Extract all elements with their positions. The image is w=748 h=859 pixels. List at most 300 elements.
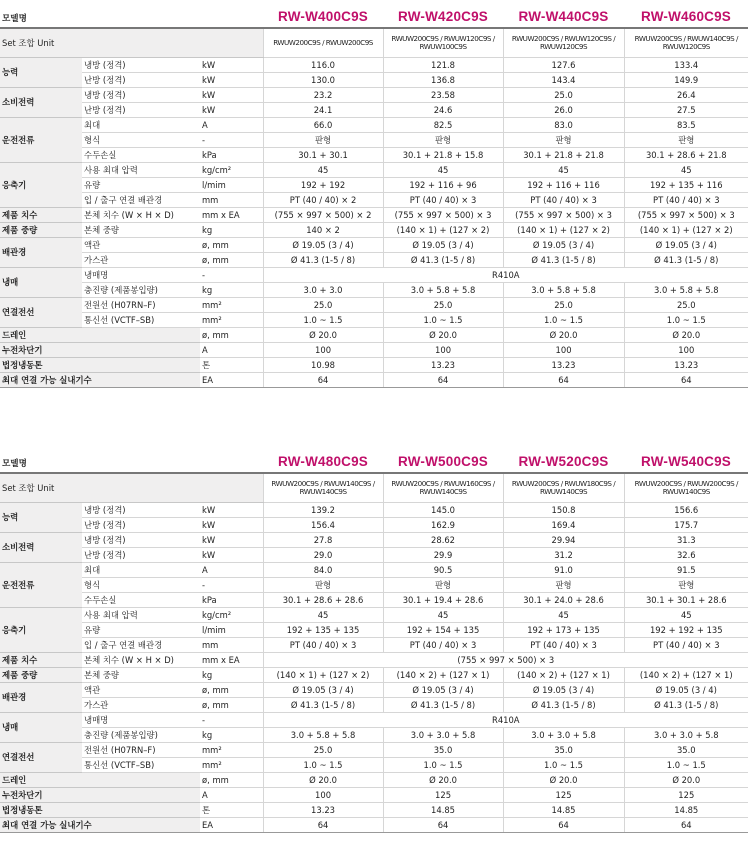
unit-label: kW — [200, 533, 263, 548]
spec-value: 3.0 + 3.0 — [263, 283, 383, 298]
category-label: 최대 연결 가능 실내기수 — [0, 373, 200, 388]
spec-row — [0, 283, 748, 298]
item-label: 본체 중량 — [82, 668, 200, 683]
spec-value: 130.0 — [263, 73, 383, 88]
spec-value: 31.3 — [624, 533, 748, 548]
item-label: 난방 (정격) — [82, 518, 200, 533]
spec-value: 25.0 — [503, 298, 624, 313]
spec-value: 64 — [263, 818, 383, 833]
spec-value: (140 × 2) + (127 × 1) — [624, 668, 748, 683]
spec-value: Ø 20.0 — [263, 328, 383, 343]
category-label: 드레인 — [0, 328, 200, 343]
unit-label: kg — [200, 668, 263, 683]
spec-value: PT (40 / 40) × 3 — [624, 638, 748, 653]
spec-row — [0, 803, 748, 818]
unit-label: kg — [200, 223, 263, 238]
spec-value: Ø 20.0 — [624, 773, 748, 788]
unit-label: mm² — [200, 313, 263, 328]
model-name: RW-W520C9S — [503, 445, 624, 473]
spec-value: 판형 — [503, 578, 624, 593]
spec-row — [0, 638, 748, 653]
spec-row — [0, 593, 748, 608]
spec-row — [0, 533, 748, 548]
spec-value: 25.0 — [263, 298, 383, 313]
category-label: 소비전력 — [0, 88, 82, 118]
spec-value: 35.0 — [624, 743, 748, 758]
category-label: 배관경 — [0, 683, 82, 713]
model-name: RW-W440C9S — [503, 0, 624, 28]
set-unit-label: Set 조합 Unit — [0, 473, 263, 503]
spec-value: Ø 20.0 — [624, 328, 748, 343]
category-label: 운전전류 — [0, 118, 82, 163]
spec-value: 13.23 — [624, 358, 748, 373]
spec-value: Ø 19.05 (3 / 4) — [624, 238, 748, 253]
spec-value: 1.0 ~ 1.5 — [383, 313, 503, 328]
spec-value: (755 × 997 × 500) × 3 — [624, 208, 748, 223]
spec-value: 14.85 — [383, 803, 503, 818]
spec-value: (140 × 2) + (127 × 1) — [503, 668, 624, 683]
category-label: 누전차단기 — [0, 788, 200, 803]
unit-label: kW — [200, 518, 263, 533]
item-label: 사용 최대 압력 — [82, 608, 200, 623]
header-row — [0, 0, 748, 28]
category-label: 배관경 — [0, 238, 82, 268]
category-label: 법정냉동톤 — [0, 358, 200, 373]
set-unit-row — [0, 28, 748, 58]
spec-value: 30.1 + 30.1 — [263, 148, 383, 163]
spec-row — [0, 58, 748, 73]
spec-value: 29.0 — [263, 548, 383, 563]
unit-label: ø, mm — [200, 773, 263, 788]
unit-label: EA — [200, 818, 263, 833]
category-label: 제품 중량 — [0, 223, 82, 238]
spec-value: Ø 19.05 (3 / 4) — [503, 683, 624, 698]
unit-label: 톤 — [200, 803, 263, 818]
spec-row — [0, 268, 748, 283]
spec-value: 25.0 — [383, 298, 503, 313]
model-name: RW-W420C9S — [383, 0, 503, 28]
spec-value: 45 — [263, 608, 383, 623]
item-label: 수두손실 — [82, 593, 200, 608]
model-header-label: 모델명 — [0, 445, 263, 473]
spec-value: Ø 20.0 — [263, 773, 383, 788]
category-label: 소비전력 — [0, 533, 82, 563]
spec-value: 30.1 + 24.0 + 28.6 — [503, 593, 624, 608]
spec-row — [0, 298, 748, 313]
item-label: 통신선 (VCTF–SB) — [82, 758, 200, 773]
spec-value: 13.23 — [383, 358, 503, 373]
spec-row — [0, 698, 748, 713]
spec-value: 64 — [263, 373, 383, 388]
set-unit-value: RWUW200C9S / RWUW120C9S / RWUW120C9S — [503, 28, 624, 58]
spec-row — [0, 223, 748, 238]
spec-value: 100 — [263, 343, 383, 358]
spec-value: 29.9 — [383, 548, 503, 563]
item-label: 충진량 (제품봉입량) — [82, 728, 200, 743]
spec-value: Ø 19.05 (3 / 4) — [263, 238, 383, 253]
spec-value: Ø 41.3 (1-5 / 8) — [503, 253, 624, 268]
unit-label: kW — [200, 88, 263, 103]
unit-label: ø, mm — [200, 698, 263, 713]
spec-value: 26.0 — [503, 103, 624, 118]
spec-row — [0, 563, 748, 578]
spec-value: (755 × 997 × 500) × 3 — [503, 208, 624, 223]
set-unit-value: RWUW200C9S / RWUW180C9S / RWUW140C9S — [503, 473, 624, 503]
spec-value: PT (40 / 40) × 3 — [624, 193, 748, 208]
spec-row — [0, 788, 748, 803]
spec-value: Ø 20.0 — [383, 773, 503, 788]
spec-row — [0, 118, 748, 133]
item-label: 냉방 (정격) — [82, 503, 200, 518]
spec-value: 29.94 — [503, 533, 624, 548]
spec-row — [0, 343, 748, 358]
category-label: 누전차단기 — [0, 343, 200, 358]
spec-value: 판형 — [383, 578, 503, 593]
item-label: 냉방 (정격) — [82, 58, 200, 73]
spec-value: 100 — [263, 788, 383, 803]
model-name: RW-W540C9S — [624, 445, 748, 473]
spec-value: 169.4 — [503, 518, 624, 533]
spec-value: 84.0 — [263, 563, 383, 578]
spec-row — [0, 758, 748, 773]
unit-label: A — [200, 563, 263, 578]
spec-value: PT (40 / 40) × 3 — [383, 638, 503, 653]
spec-value: 23.2 — [263, 88, 383, 103]
spec-value: Ø 41.3 (1-5 / 8) — [624, 698, 748, 713]
model-name: RW-W480C9S — [263, 445, 383, 473]
unit-label: ø, mm — [200, 253, 263, 268]
item-label: 냉방 (정격) — [82, 533, 200, 548]
spec-value: 판형 — [624, 133, 748, 148]
spec-value: 82.5 — [383, 118, 503, 133]
item-label: 본체 중량 — [82, 223, 200, 238]
unit-label: ø, mm — [200, 238, 263, 253]
unit-label: mm² — [200, 298, 263, 313]
category-label: 연결전선 — [0, 743, 82, 773]
spec-value: 140 × 2 — [263, 223, 383, 238]
unit-label: kg — [200, 283, 263, 298]
spec-value: 192 + 154 + 135 — [383, 623, 503, 638]
spec-value: 139.2 — [263, 503, 383, 518]
spec-row — [0, 683, 748, 698]
spec-value: (140 × 1) + (127 × 2) — [383, 223, 503, 238]
spec-row — [0, 608, 748, 623]
spec-row — [0, 773, 748, 788]
category-label: 법정냉동톤 — [0, 803, 200, 818]
spec-value: 1.0 ~ 1.5 — [503, 313, 624, 328]
spec-value: 45 — [624, 163, 748, 178]
unit-label: - — [200, 578, 263, 593]
unit-label: kPa — [200, 148, 263, 163]
spec-value: Ø 19.05 (3 / 4) — [503, 238, 624, 253]
spec-value: 192 + 135 + 135 — [263, 623, 383, 638]
spec-value: 91.5 — [624, 563, 748, 578]
item-label: 난방 (정격) — [82, 73, 200, 88]
unit-label: - — [200, 268, 263, 283]
spec-value: 3.0 + 5.8 + 5.8 — [503, 283, 624, 298]
unit-label: l/mim — [200, 623, 263, 638]
unit-label: mm² — [200, 743, 263, 758]
spec-row — [0, 253, 748, 268]
unit-label: ø, mm — [200, 683, 263, 698]
item-label: 난방 (정격) — [82, 103, 200, 118]
item-label: 통신선 (VCTF–SB) — [82, 313, 200, 328]
spec-value: 판형 — [624, 578, 748, 593]
spec-row — [0, 503, 748, 518]
spec-table-1 — [0, 0, 748, 388]
spec-row — [0, 238, 748, 253]
spec-value: 3.0 + 3.0 + 5.8 — [383, 728, 503, 743]
spec-value: 45 — [263, 163, 383, 178]
spec-value: 판형 — [383, 133, 503, 148]
spec-row — [0, 518, 748, 533]
header-row — [0, 445, 748, 473]
spec-table-2 — [0, 445, 748, 833]
spec-value: 3.0 + 5.8 + 5.8 — [383, 283, 503, 298]
spec-value: 136.8 — [383, 73, 503, 88]
spec-value: 3.0 + 5.8 + 5.8 — [624, 283, 748, 298]
spec-value: 27.5 — [624, 103, 748, 118]
set-unit-value: RWUW200C9S / RWUW160C9S / RWUW140C9S — [383, 473, 503, 503]
unit-label: kW — [200, 103, 263, 118]
spec-value: 64 — [503, 818, 624, 833]
spec-value: 31.2 — [503, 548, 624, 563]
category-label: 제품 치수 — [0, 208, 82, 223]
spec-value: 156.6 — [624, 503, 748, 518]
set-unit-value: RWUW200C9S / RWUW200C9S / RWUW140C9S — [624, 473, 748, 503]
model-header-label: 모델명 — [0, 0, 263, 28]
set-unit-value: RWUW200C9S / RWUW140C9S / RWUW120C9S — [624, 28, 748, 58]
spec-value: 13.23 — [263, 803, 383, 818]
spec-value: 64 — [624, 818, 748, 833]
item-label: 액관 — [82, 683, 200, 698]
spec-value: 162.9 — [383, 518, 503, 533]
spec-value: PT (40 / 40) × 3 — [503, 193, 624, 208]
category-label: 연결전선 — [0, 298, 82, 328]
item-label: 사용 최대 압력 — [82, 163, 200, 178]
set-unit-value: RWUW200C9S / RWUW120C9S / RWUW100C9S — [383, 28, 503, 58]
spec-value: Ø 20.0 — [383, 328, 503, 343]
spec-value: 125 — [503, 788, 624, 803]
spec-value: 91.0 — [503, 563, 624, 578]
spec-value: 28.62 — [383, 533, 503, 548]
item-label: 냉매명 — [82, 268, 200, 283]
spec-value: 23.58 — [383, 88, 503, 103]
spec-value: 192 + 173 + 135 — [503, 623, 624, 638]
spec-row — [0, 373, 748, 388]
spec-value: 192 + 116 + 96 — [383, 178, 503, 193]
unit-label: A — [200, 343, 263, 358]
spec-value: 27.8 — [263, 533, 383, 548]
spec-value: 30.1 + 21.8 + 21.8 — [503, 148, 624, 163]
unit-label: EA — [200, 373, 263, 388]
spec-value: 64 — [383, 818, 503, 833]
spec-row — [0, 623, 748, 638]
spec-value: Ø 20.0 — [503, 773, 624, 788]
spec-value: 45 — [503, 608, 624, 623]
spec-value: Ø 19.05 (3 / 4) — [383, 683, 503, 698]
set-unit-value: RWUW200C9S / RWUW200C9S — [263, 28, 383, 58]
item-label: 최대 — [82, 563, 200, 578]
spec-value: 판형 — [263, 133, 383, 148]
unit-label: kW — [200, 503, 263, 518]
spec-value: 25.0 — [503, 88, 624, 103]
unit-label: - — [200, 713, 263, 728]
spec-row — [0, 103, 748, 118]
spec-value: 125 — [383, 788, 503, 803]
spec-value: 1.0 ~ 1.5 — [503, 758, 624, 773]
spec-value: Ø 41.3 (1-5 / 8) — [383, 698, 503, 713]
spec-row — [0, 668, 748, 683]
category-label: 응축기 — [0, 608, 82, 653]
item-label: 최대 — [82, 118, 200, 133]
spec-value: PT (40 / 40) × 2 — [263, 193, 383, 208]
category-label: 드레인 — [0, 773, 200, 788]
unit-label: kg — [200, 728, 263, 743]
spec-value: 30.1 + 28.6 + 28.6 — [263, 593, 383, 608]
unit-label: A — [200, 788, 263, 803]
spec-value: (755 × 997 × 500) × 3 — [383, 208, 503, 223]
spec-value: 3.0 + 3.0 + 5.8 — [503, 728, 624, 743]
spec-value: 32.6 — [624, 548, 748, 563]
spec-value: Ø 41.3 (1-5 / 8) — [263, 253, 383, 268]
spec-value: (140 × 2) + (127 × 1) — [383, 668, 503, 683]
item-label: 형식 — [82, 133, 200, 148]
spec-value: 1.0 ~ 1.5 — [383, 758, 503, 773]
spec-value: 90.5 — [383, 563, 503, 578]
spec-value: (140 × 1) + (127 × 2) — [624, 223, 748, 238]
spec-value: (140 × 1) + (127 × 2) — [263, 668, 383, 683]
item-label: 냉매명 — [82, 713, 200, 728]
category-label: 응축기 — [0, 163, 82, 208]
spec-value: 192 + 135 + 116 — [624, 178, 748, 193]
item-label: 충진량 (제품봉입량) — [82, 283, 200, 298]
spec-row — [0, 358, 748, 373]
spec-value-merged: (755 × 997 × 500) × 3 — [263, 653, 748, 668]
item-label: 가스관 — [82, 698, 200, 713]
spec-row — [0, 133, 748, 148]
spec-value: 66.0 — [263, 118, 383, 133]
spec-row — [0, 548, 748, 563]
spec-value: 3.0 + 5.8 + 5.8 — [263, 728, 383, 743]
spec-value: 30.1 + 28.6 + 21.8 — [624, 148, 748, 163]
set-unit-label: Set 조합 Unit — [0, 28, 263, 58]
spec-value: 25.0 — [624, 298, 748, 313]
spec-value: 100 — [503, 343, 624, 358]
unit-label: 톤 — [200, 358, 263, 373]
spec-value: 149.9 — [624, 73, 748, 88]
item-label: 전원선 (H07RN–F) — [82, 298, 200, 313]
category-label: 제품 중량 — [0, 668, 82, 683]
spec-value: (755 × 997 × 500) × 2 — [263, 208, 383, 223]
category-label: 최대 연결 가능 실내기수 — [0, 818, 200, 833]
spec-value: 150.8 — [503, 503, 624, 518]
model-name: RW-W500C9S — [383, 445, 503, 473]
spec-row — [0, 148, 748, 163]
item-label: 본체 치수 (W × H × D) — [82, 208, 200, 223]
spec-value: PT (40 / 40) × 3 — [503, 638, 624, 653]
spec-value: 64 — [503, 373, 624, 388]
spec-value: 156.4 — [263, 518, 383, 533]
spec-value: 24.6 — [383, 103, 503, 118]
spec-value: PT (40 / 40) × 3 — [383, 193, 503, 208]
spec-value: 24.1 — [263, 103, 383, 118]
spec-value: PT (40 / 40) × 3 — [263, 638, 383, 653]
category-label: 냉매 — [0, 268, 82, 298]
spec-value: 100 — [383, 343, 503, 358]
spec-row — [0, 163, 748, 178]
unit-label: mm² — [200, 758, 263, 773]
spec-value: Ø 19.05 (3 / 4) — [383, 238, 503, 253]
spec-value-merged: R410A — [263, 713, 748, 728]
set-unit-row — [0, 473, 748, 503]
spec-value: 64 — [383, 373, 503, 388]
item-label: 본체 치수 (W × H × D) — [82, 653, 200, 668]
spec-value: 121.8 — [383, 58, 503, 73]
unit-label: kg/cm² — [200, 608, 263, 623]
spec-value: 26.4 — [624, 88, 748, 103]
spec-value: 35.0 — [503, 743, 624, 758]
item-label: 냉방 (정격) — [82, 88, 200, 103]
spec-value: 판형 — [503, 133, 624, 148]
spec-row — [0, 728, 748, 743]
spec-value: 45 — [503, 163, 624, 178]
spec-value: 1.0 ~ 1.5 — [263, 313, 383, 328]
spec-value: 14.85 — [624, 803, 748, 818]
unit-label: mm x EA — [200, 208, 263, 223]
spec-value: 64 — [624, 373, 748, 388]
spec-value: Ø 41.3 (1-5 / 8) — [263, 698, 383, 713]
spec-row — [0, 743, 748, 758]
spec-value: 133.4 — [624, 58, 748, 73]
unit-label: kW — [200, 73, 263, 88]
spec-value: Ø 41.3 (1-5 / 8) — [624, 253, 748, 268]
item-label: 입 / 출구 연결 배관경 — [82, 638, 200, 653]
spec-value: Ø 20.0 — [503, 328, 624, 343]
spec-value: 145.0 — [383, 503, 503, 518]
spec-value: 45 — [383, 163, 503, 178]
spec-value: 1.0 ~ 1.5 — [624, 758, 748, 773]
item-label: 액관 — [82, 238, 200, 253]
set-unit-value: RWUW200C9S / RWUW140C9S / RWUW140C9S — [263, 473, 383, 503]
unit-label: kW — [200, 58, 263, 73]
spec-value: 판형 — [263, 578, 383, 593]
item-label: 입 / 출구 연결 배관경 — [82, 193, 200, 208]
unit-label: mm — [200, 193, 263, 208]
spec-row — [0, 653, 748, 668]
spec-value: 175.7 — [624, 518, 748, 533]
spec-value: 10.98 — [263, 358, 383, 373]
spec-row — [0, 178, 748, 193]
item-label: 유량 — [82, 623, 200, 638]
unit-label: kW — [200, 548, 263, 563]
spec-row — [0, 713, 748, 728]
spec-value: 100 — [624, 343, 748, 358]
category-label: 능력 — [0, 58, 82, 88]
spec-value: 1.0 ~ 1.5 — [263, 758, 383, 773]
unit-label: kg/cm² — [200, 163, 263, 178]
spec-value: Ø 19.05 (3 / 4) — [624, 683, 748, 698]
unit-label: l/mim — [200, 178, 263, 193]
spec-row — [0, 88, 748, 103]
model-name: RW-W400C9S — [263, 0, 383, 28]
spec-value: 3.0 + 3.0 + 5.8 — [624, 728, 748, 743]
spec-value: (140 × 1) + (127 × 2) — [503, 223, 624, 238]
spec-value: 45 — [383, 608, 503, 623]
category-label: 운전전류 — [0, 563, 82, 608]
spec-value: 1.0 ~ 1.5 — [624, 313, 748, 328]
spec-row — [0, 208, 748, 223]
